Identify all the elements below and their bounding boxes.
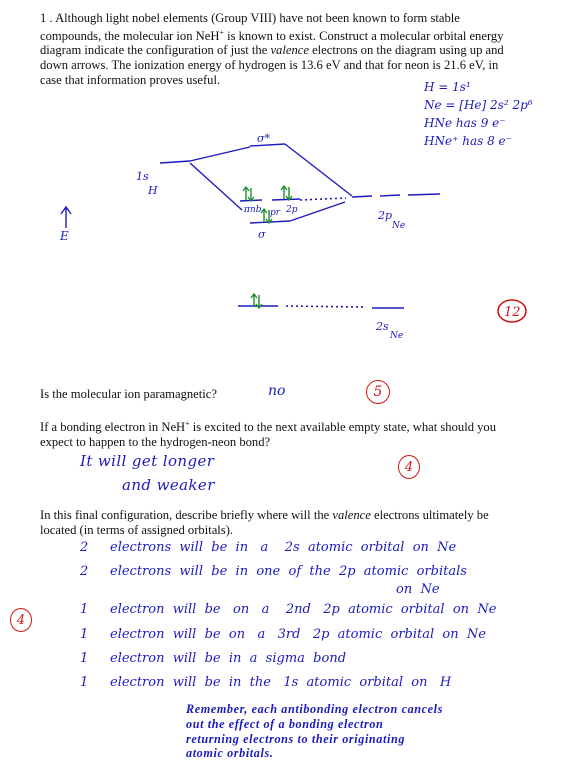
problem-statement <box>40 11 560 87</box>
answer-text: electron will be on a 2nd 2p atomic orbital on Ne <box>110 602 497 617</box>
superscript: + <box>219 27 224 37</box>
p-nonbonding-label: pr <box>270 208 281 218</box>
question-text: In this final configuration, describe briefly where will the <box>40 508 333 522</box>
remember-line: atomic orbitals. <box>186 746 274 761</box>
paramagnetic-answer: no <box>268 383 286 399</box>
paramagnetic-score: 5 <box>373 384 383 400</box>
question-text: If a bonding electron in NeH <box>40 420 186 435</box>
diagram-lines <box>61 144 440 308</box>
superscript: + <box>185 419 190 428</box>
question-text: electrons ultimately be <box>370 508 489 522</box>
answer-row <box>80 675 451 690</box>
problem-line-4: down arrows. The ionization energy of hydrogen is 13.6 eV and that for neon is 21.6 eV, in <box>40 57 499 72</box>
ne-2s-label: 2s <box>376 320 389 333</box>
remember-line: out the effect of a bonding electron <box>186 716 384 731</box>
problem-text: electrons on the diagram using up and <box>308 43 504 58</box>
h-1s-level <box>160 161 190 163</box>
answer-row <box>396 582 440 597</box>
remember-line: returning electrons to their originating <box>186 731 406 746</box>
problem-number: 1 . <box>40 11 53 25</box>
note-h-config: H = 1s¹ <box>424 80 471 94</box>
answer-row <box>80 602 496 617</box>
diagram-labels <box>59 132 405 341</box>
problem-line-5: case that information proves useful. <box>40 72 221 87</box>
answer-count: 1 <box>80 627 89 642</box>
excited-question-line-2: expect to happen to the hydrogen-neon bond? <box>40 434 271 449</box>
excited-answer-line-2: and weaker <box>122 476 215 494</box>
final-score-circle <box>10 608 32 632</box>
diagram-score <box>498 300 526 322</box>
dots-2s <box>286 306 364 307</box>
answer-text: on Ne <box>396 582 440 597</box>
final-question-line-1 <box>40 508 489 523</box>
connector-h-sigma-star <box>190 147 250 161</box>
answer-row <box>80 627 486 642</box>
connector-sigma-star-ne <box>285 144 352 196</box>
answer-count: 1 <box>80 651 89 666</box>
final-question <box>40 508 489 537</box>
ne-2s-subscript: Ne <box>390 331 404 341</box>
remember-line: Remember, each antibonding electron cancels <box>186 702 444 716</box>
ne-2p-level-1 <box>352 196 372 197</box>
excited-question-line-1 <box>40 417 496 435</box>
paramagnetic-question: Is the molecular ion paramagnetic? <box>40 387 217 401</box>
dots-2p <box>300 198 346 200</box>
answer-text: electron will be in a sigma bond <box>110 651 347 666</box>
nb-2p-label: 2p <box>286 205 298 215</box>
excited-question <box>40 417 496 449</box>
problem-text: diagram indicate the configuration of just the <box>40 43 271 58</box>
emphasis: valence <box>332 508 371 522</box>
problem-line-1 <box>40 11 560 26</box>
connector-sigma-ne <box>290 202 345 221</box>
answer-text: electron will be on a 3rd 2p atomic orbital on Ne <box>110 627 486 642</box>
mo-diagram <box>0 120 573 400</box>
emphasis: valence <box>270 43 309 58</box>
excited-score-circle <box>398 455 420 479</box>
note-hne-plus-electrons: HNe⁺ has 8 e⁻ <box>424 134 512 148</box>
answer-count: 2 <box>80 540 89 555</box>
final-question-line-2: located (in terms of assigned orbitals). <box>40 522 234 537</box>
answer-row <box>80 651 346 666</box>
sigma-star-label: σ* <box>257 132 271 145</box>
sigma-label: σ <box>258 228 266 241</box>
ne-2p-label: 2p <box>378 209 393 222</box>
h-1s-label: 1s <box>136 170 149 183</box>
problem-text: is known to exist. Construct a molecular orbital energy <box>223 28 504 43</box>
connector-h-sigma <box>190 163 242 210</box>
problem-text: compounds, the molecular ion NeH <box>40 28 220 43</box>
h-atom-label: H <box>148 184 158 197</box>
problem-text: Although light nobel elements (Group VIII) have not been known to form stable <box>55 11 460 25</box>
answer-count: 2 <box>80 564 89 579</box>
excited-score: 4 <box>404 459 414 475</box>
answer-count: 1 <box>80 602 89 617</box>
problem-line-3 <box>40 43 560 58</box>
remember-note <box>186 702 443 761</box>
answer-text: electron will be in the 1s atomic orbital on H <box>110 675 452 690</box>
note-hne-electrons: HNe has 9 e⁻ <box>424 116 506 130</box>
ne-2p-subscript: Ne <box>392 221 406 231</box>
ne-2p-level-2 <box>380 195 400 196</box>
dotted-connectors <box>286 198 364 307</box>
paramagnetic-score-circle <box>366 380 390 404</box>
answer-text: electrons will be in a 2s atomic orbital on Ne <box>110 540 457 555</box>
answer-text: electrons will be in one of the 2p atomic orbitals <box>110 564 467 579</box>
final-score: 4 <box>16 612 26 628</box>
problem-line-2 <box>40 26 560 44</box>
excited-answer-line-1: It will get longer <box>80 452 215 470</box>
note-ne-config: Ne = [He] 2s² 2p⁶ <box>424 98 533 112</box>
answer-count: 1 <box>80 675 89 690</box>
answer-row <box>80 564 467 579</box>
energy-axis-label: E <box>60 229 69 243</box>
nonbonding-label: πnb <box>244 205 262 215</box>
answer-row <box>80 540 456 555</box>
question-text: is excited to the next available empty state, what should you <box>189 420 497 435</box>
ne-2p-level-3 <box>408 194 440 195</box>
nb-level-2 <box>272 199 300 200</box>
diagram-score-value: 12 <box>504 305 521 320</box>
